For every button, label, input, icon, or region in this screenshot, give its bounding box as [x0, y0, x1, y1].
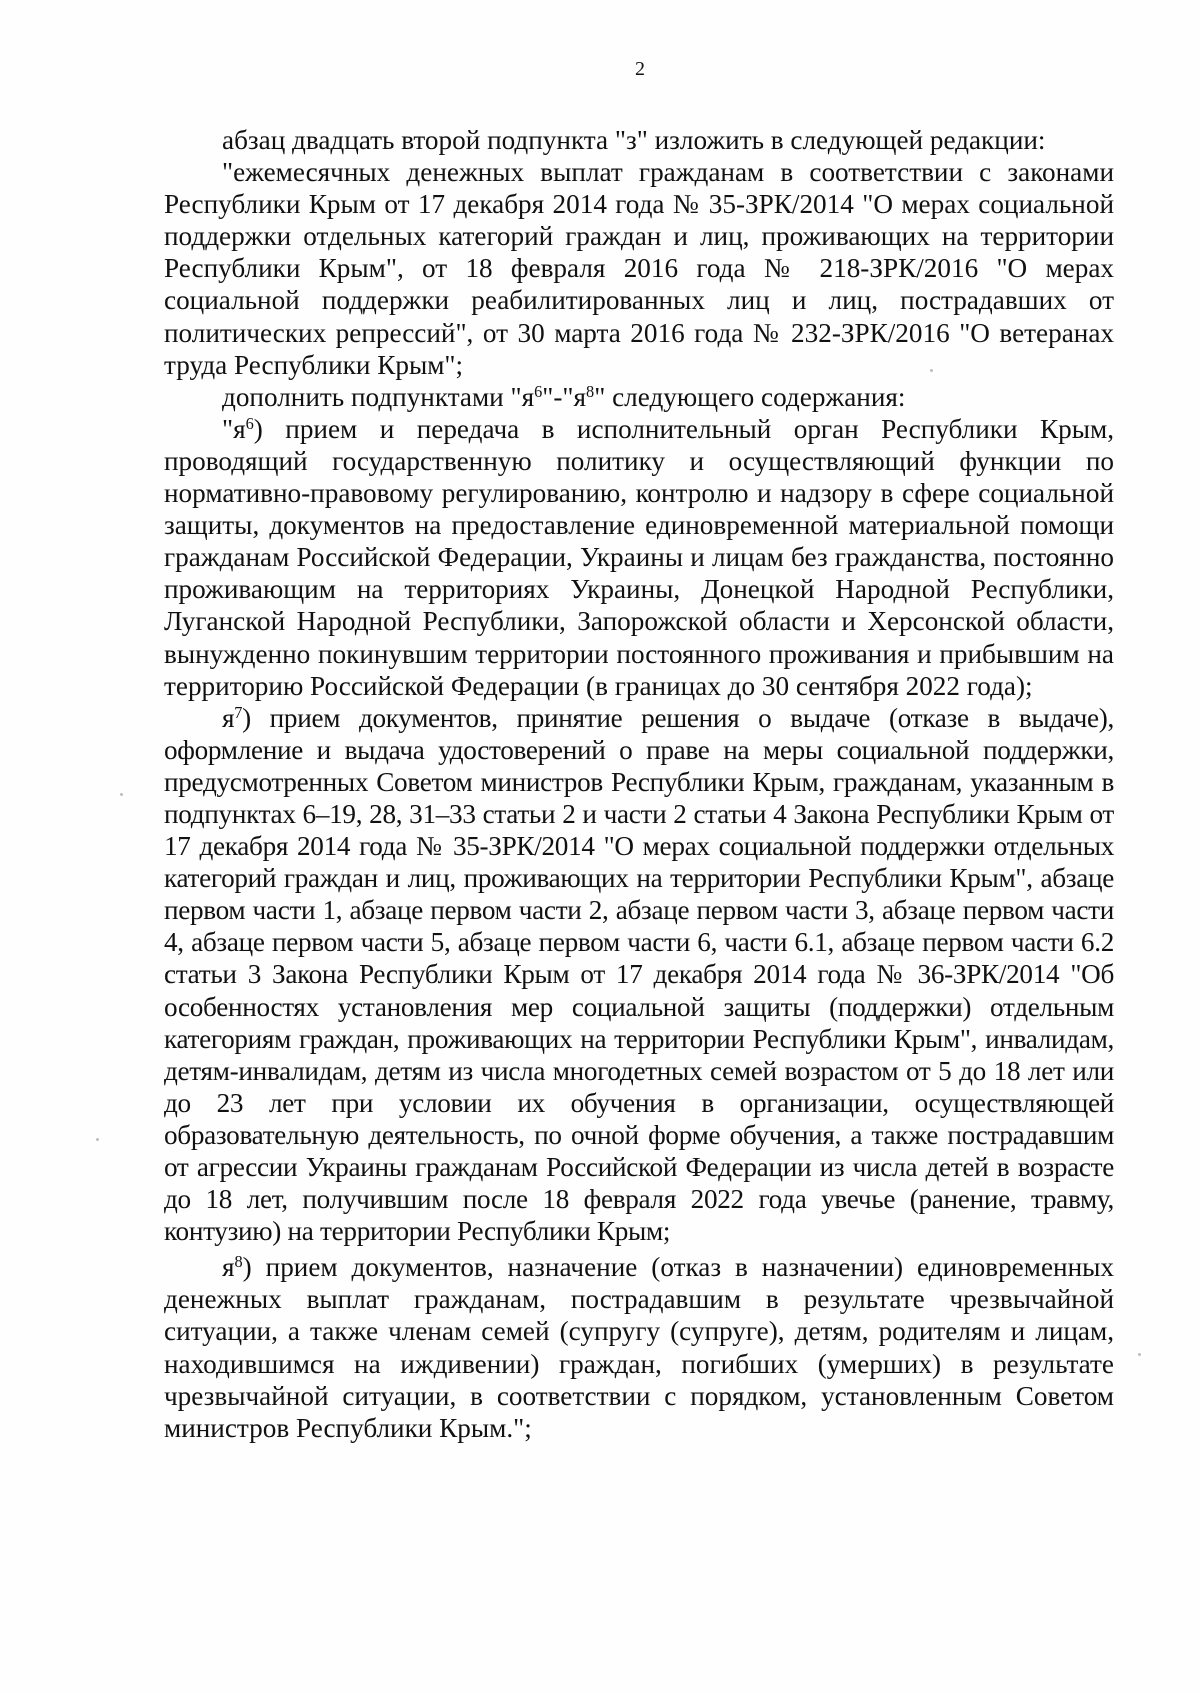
paragraph-mid: "-"я: [542, 381, 587, 412]
paragraph-text: ) прием документов, назначение (отказ в назначении) единовременных денежных выплат гражданам, пострадавшим в результате чрезвычайной ситуации, а также членам семей (супругу (супруге), детям, родителям и лицам, находившимся на иждивении) граждан, погибших (умерших) в результате чрезвычайной ситуации, в соответствии с порядком, установленным Советом министров Республики Крым.";: [164, 1252, 1114, 1443]
paragraph-intro-amendment: [164, 124, 1114, 156]
subitem-marker: я: [222, 1252, 235, 1283]
paragraph-text: ) прием документов, принятие решения о выдаче (отказе в выдаче), оформление и выдача удостоверений о праве на меры социальной поддержки, предусмотренных Советом министров Республики Крым, гражданам, указанным в подпунктах 6–19, 28, 31–33 статьи 2 и части 2 статьи 4 Закона Республики Крым от 17 декабря 2014 года № 35-ЗРК/2014 "О мерах социальной поддержки отдельных категорий граждан и лиц, проживающих на территории Республики Крым", абзаце первом части 1, абзаце первом части 2, абзаце первом части 3, абзаце первом части 4, абзаце первом части 5, абзаце первом части 6, части 6.1, абзаце первом части 6.2 статьи 3 Закона Республики Крым от 17 декабря 2014 года № 36-ЗРК/2014 "Об особенностях установления мер социальной защиты (поддержки) отдельным категориям граждан, проживающих на территории Республики Крым", инвалидам, детям-инвалидам, детям из числа многодетных семей возрастом от 5 до 18 лет или до 23 лет при условии их обучения в организации, осуществляющей образовательную деятельность, по очной форме обучения, а также пострадавшим от агрессии Украины гражданам Российской Федерации из числа детей в возрасте до 18 лет, получившим после 18 февраля 2022 года увечье (ранение, травму, контузию) на территории Республики Крым;: [164, 702, 1114, 1247]
scan-speck: [120, 793, 123, 796]
paragraph-subitem-ya6: [164, 413, 1114, 702]
superscript-index: 6: [245, 413, 254, 433]
superscript-index: 8: [234, 1252, 243, 1272]
scan-speck: [930, 369, 933, 372]
scan-speck: [1138, 1353, 1141, 1356]
paragraph-text: абзац двадцать второй подпункта "з" изложить в следующей редакции:: [222, 125, 1046, 155]
paragraph-subitem-ya8: [164, 1251, 1114, 1444]
paragraph-prefix: дополнить подпунктами "я: [222, 381, 535, 412]
subitem-marker: "я: [222, 413, 246, 444]
paragraph-text: ) прием и передача в исполнительный орган Республики Крым, проводящий государственную политику и осуществляющий функции по нормативно-правовому регулированию, контролю и надзору в сфере социальной защиты, документов на предоставление единовременной материальной помощи гражданам Российской Федерации, Украины и лицам без гражданства, постоянно проживающим на территориях Украины, Донецкой Народной Республики, Луганской Народной Республики, Запорожской области и Херсонской области, вынужденно покинувшим территории постоянного проживания и прибывшим на территорию Российской Федерации (в границах до 30 сентября 2022 года);: [164, 413, 1114, 701]
document-body: [164, 124, 1114, 1444]
paragraph-subitem-ya7: [164, 702, 1114, 1248]
paragraph-monthly-payments: [164, 156, 1114, 381]
scan-speck: [96, 1138, 99, 1141]
superscript-index: 7: [234, 702, 243, 722]
paragraph-add-subitems: [164, 381, 1114, 413]
page-number: 2: [635, 58, 645, 80]
paragraph-suffix: " следующего содержания:: [594, 381, 906, 412]
paragraph-text: "ежемесячных денежных выплат гражданам в соответствии с законами Республики Крым от 17 декабря 2014 года № 35-ЗРК/2014 "О мерах социальной поддержки отдельных категорий граждан и лиц, проживающих на территории Республики Крым", от 18 февраля 2016 года № 218-ЗРК/2016 "О мерах социальной поддержки реабилитированных лиц и лиц, пострадавших от политических репрессий", от 30 марта 2016 года № 232-ЗРК/2016 "О ветеранах труда Республики Крым";: [164, 157, 1114, 380]
superscript-index: 6: [534, 381, 543, 401]
superscript-index: 8: [586, 381, 595, 401]
subitem-marker: я: [222, 702, 235, 733]
